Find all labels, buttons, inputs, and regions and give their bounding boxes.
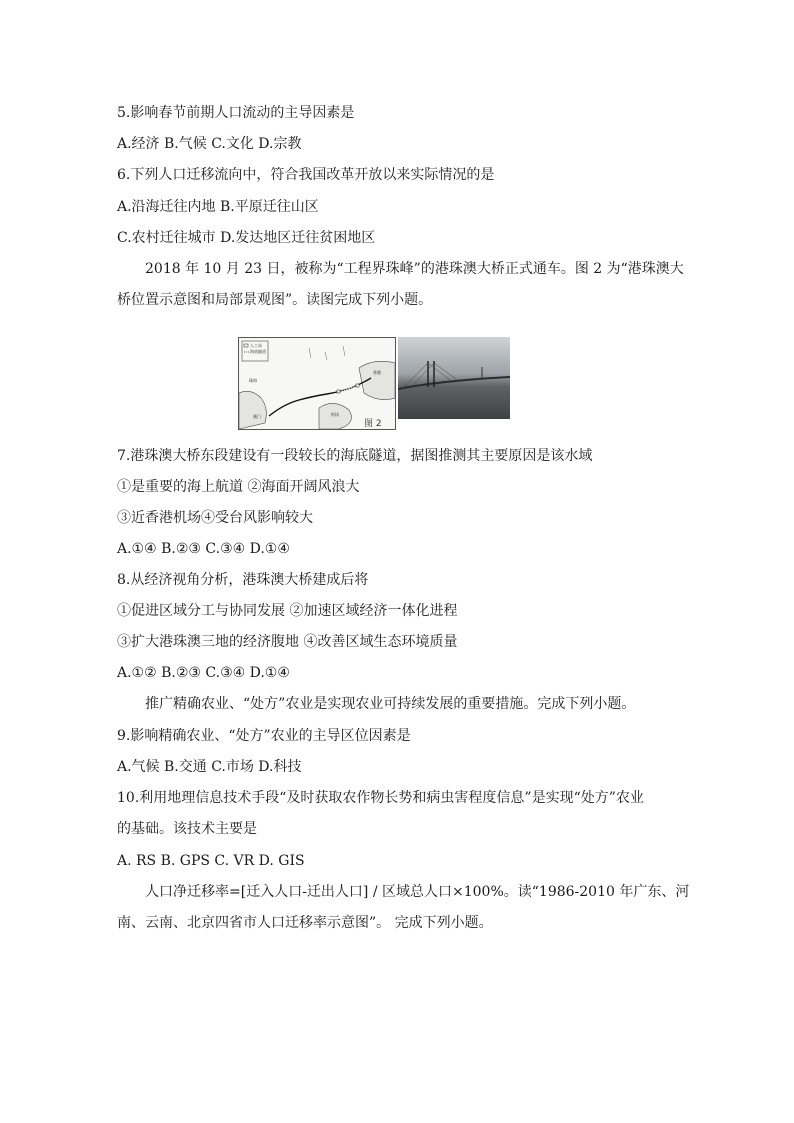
bridge-photo-drawing	[398, 337, 510, 419]
bridge-cables	[402, 363, 460, 389]
q6-stem: 6.下列人口迁移流向中，符合我国改革开放以来实际情况的是	[117, 167, 495, 183]
q7-statements-line2: ③近香港机场④受台风影响较大	[117, 510, 313, 526]
west-coast	[239, 391, 266, 429]
legend-island-symbol	[244, 344, 248, 347]
map-rivers	[309, 346, 345, 360]
hong-kong-land	[359, 361, 395, 399]
bridge-landscape-photo	[398, 337, 510, 419]
q5-stem: 5.影响春节前期人口流动的主导因素是	[117, 105, 355, 121]
passage-migration-line1: 人口净迁移率=[迁入人口-迁出人口] / 区域总人口×100%。读“1986-2010 年广东、河	[145, 884, 690, 900]
passage-bridge-line2: 桥位置示意图和局部景观图”。读图完成下列小题。	[117, 292, 433, 308]
q9-stem: 9.影响精确农业、“处方”农业的主导区位因素是	[117, 728, 411, 744]
passage-agri-line1: 推广精确农业、“处方”农业是实现农业可持续发展的重要措施。完成下列小题。	[145, 696, 636, 712]
q5-options: A.经济 B.气候 C.文化 D.宗教	[117, 136, 302, 152]
passage-migration-line2: 南、云南、北京四省市人口迁移率示意图”。 完成下列小题。	[117, 915, 493, 931]
map-label-hongkong: 香港	[373, 370, 381, 375]
map-label-airport: 机场	[331, 412, 339, 417]
artificial-island-east	[356, 384, 359, 387]
map-label-zhuhai: 珠海	[249, 378, 257, 383]
q8-stem: 8.从经济视角分析，港珠澳大桥建成后将	[117, 572, 369, 588]
q7-options: A.①④ B.②③ C.③④ D.①④	[117, 541, 290, 557]
q10-stem-line1: 10.利用地理信息技术手段“及时获取农作物长势和病虫害程度信息”是实现“处方”农业	[117, 790, 644, 806]
artificial-island-west	[337, 390, 340, 393]
q7-statements-line1: ①是重要的海上航道 ②海面开阔风浪大	[117, 479, 360, 495]
q7-stem: 7.港珠澳大桥东段建设有一段较长的海底隧道，据图推测其主要原因是该水域	[117, 448, 593, 464]
q8-statements-line1: ①促进区域分工与协同发展 ②加速区域经济一体化进程	[117, 603, 458, 619]
figure-2-caption: 图 2	[364, 419, 382, 429]
q6-options-line2: C.农村迁往城市 D.发达地区迁往贫困地区	[117, 230, 376, 246]
q8-statements-line2: ③扩大港珠澳三地的经济腹地 ④改善区域生态环境质量	[117, 634, 458, 650]
figure-2	[238, 337, 510, 430]
map-label-tunnel: 海底隧道	[250, 349, 266, 354]
map-label-macau: 澳门	[253, 414, 261, 419]
q10-options: A. RS B. GPS C. VR D. GIS	[117, 853, 305, 869]
q8-options: A.①② B.②③ C.③④ D.①④	[117, 665, 290, 681]
map-label-island: 人工岛	[250, 343, 262, 348]
passage-bridge-line1: 2018 年 10 月 23 日，被称为“工程界珠峰”的港珠澳大桥正式通车。图 2 为“港珠澳大	[145, 261, 684, 277]
q9-options: A.气候 B.交通 C.市场 D.科技	[117, 759, 302, 775]
q10-stem-line2: 的基础。该技术主要是	[117, 821, 257, 837]
q6-options-line1: A.沿海迁往内地 B.平原迁往山区	[117, 199, 319, 215]
